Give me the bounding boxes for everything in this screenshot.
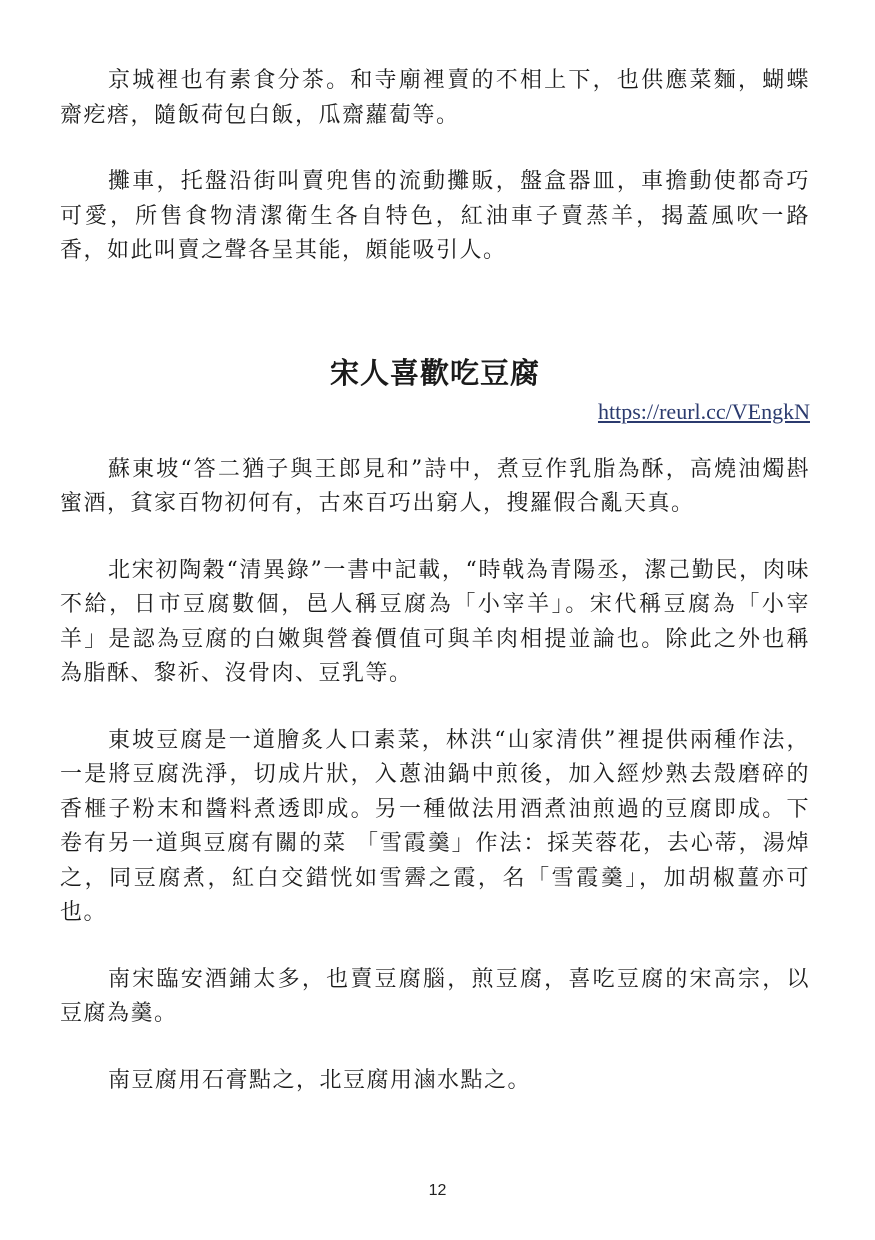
source-link[interactable]: https://reurl.cc/VEngkN (597, 398, 810, 424)
page-number: 12 (428, 1182, 447, 1199)
section-title: 宋人喜歡吃豆腐 (329, 355, 540, 390)
source-link-container (60, 399, 810, 425)
paragraph-vegetarian-food: 京城裡也有素食分茶。和寺廟裡賣的不相上下，也供應菜麵，蝴蝶齋疙瘩，隨飯荷包白飯，瓜齋蘿蔔等。 (60, 68, 810, 128)
paragraph-street-vendors: 攤車，托盤沿街叫賣兜售的流動攤販，盤盒器皿，車擔動使都奇巧可愛，所售食物清潔衛生各自特色，紅油車子賣蒸羊，揭蓋風吹一路香，如此叫賣之聲各呈其能，頗能吸引人。 (60, 169, 810, 263)
paragraph-south-north-tofu: 南豆腐用石膏點之，北豆腐用滷水點之。 (108, 1067, 532, 1093)
document-page (60, 64, 810, 1130)
paragraph-su-dongpo-poem: 蘇東坡“答二猶子與王郎見和”詩中，煮豆作乳脂為酥，高燒油燭斟蜜酒，貧家百物初何有，古來百巧出窮人，搜羅假合亂天真。 (60, 456, 810, 516)
paragraph-linan-tofu: 南宋臨安酒鋪太多，也賣豆腐腦，煎豆腐，喜吃豆腐的宋高宗，以豆腐為羹。 (60, 966, 810, 1026)
paragraph-qingyilu: 北宋初陶穀“清異錄”一書中記載，“時戟為青陽丞，潔己勤民，肉味不給，日市豆腐數個，邑人稱豆腐為「小宰羊」。宋代稱豆腐為「小宰羊」是認為豆腐的白嫩與營養價值可與羊肉相提並論也。除此之外也稱為脂酥、黎祈、沒骨肉、豆乳等。 (60, 557, 810, 686)
paragraph-dongpo-tofu: 東坡豆腐是一道膾炙人口素菜，林洪“山家清供”裡提供兩種作法，一是將豆腐洗淨，切成片狀，入蔥油鍋中煎後，加入經炒熟去殼磨碎的香榧子粉末和醬料煮透即成。另一種做法用酒煮油煎過的豆腐即成。下卷有另一道與豆腐有關的菜 「雪霞羹」作法：採芙蓉花，去心蒂，湯焯之，同豆腐煮，紅白交錯恍如雪霽之霞，名「雪霞羹」，加胡椒薑亦可也。 (60, 727, 810, 925)
